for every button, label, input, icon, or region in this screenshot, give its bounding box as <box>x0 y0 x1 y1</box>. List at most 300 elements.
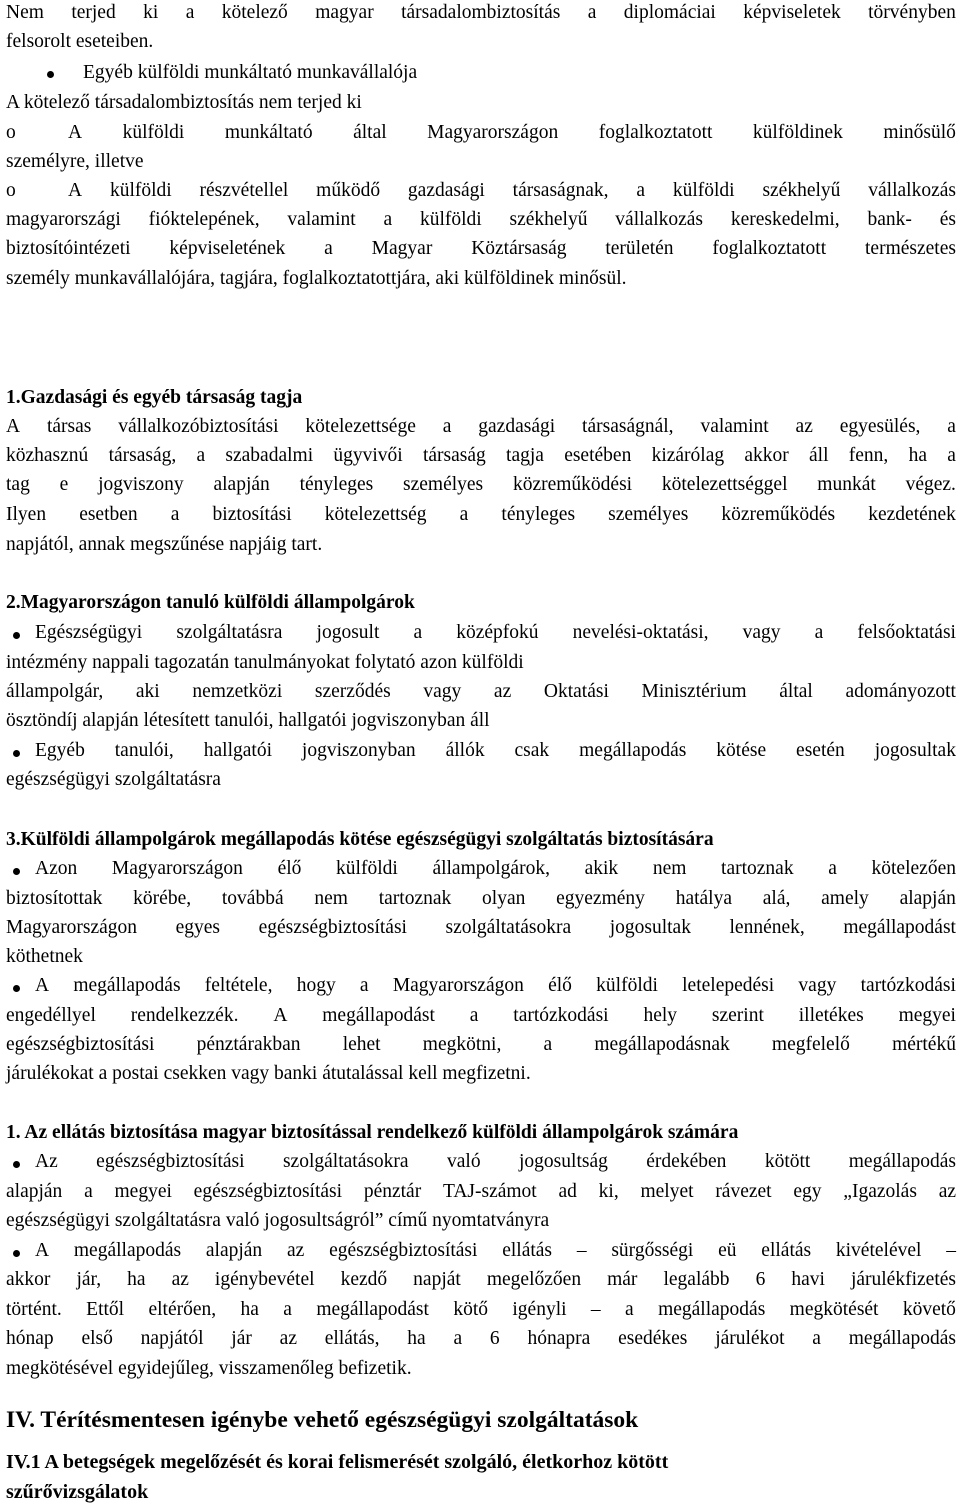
word: valamint <box>287 209 356 230</box>
bullet-text <box>35 738 956 764</box>
word: mértékű <box>892 1034 956 1055</box>
word: középfokú <box>456 622 539 643</box>
word: Egészségügyi <box>35 622 143 643</box>
section-heading: 1. Az ellátás biztosítása magyar biztosítással rendelkező külföldi állampolgárok számára <box>6 1122 739 1143</box>
text-line <box>6 0 956 26</box>
word: közreműködés <box>721 504 836 525</box>
word: akik <box>584 858 619 879</box>
word: szolgáltatásokra <box>445 917 572 938</box>
word: áll <box>809 445 829 466</box>
bullet-text <box>35 973 956 999</box>
word: csak <box>514 740 550 761</box>
word: biztosítottak <box>6 888 103 909</box>
word: területén <box>605 238 674 259</box>
word: ki <box>143 2 159 23</box>
word: a <box>828 858 837 879</box>
word: szerint <box>711 1005 764 1026</box>
word: szolgáltatásra <box>176 622 283 643</box>
word: kezdetének <box>868 504 956 525</box>
word: közhasznú <box>6 445 89 466</box>
word: kötése <box>716 740 767 761</box>
word: – <box>576 1240 587 1261</box>
word: élő <box>548 975 572 996</box>
word: működő <box>316 180 381 201</box>
word: a <box>324 238 333 259</box>
word: munkáltató <box>224 122 313 143</box>
list-marker: o <box>6 180 16 201</box>
word: vállalkozóbiztosítási <box>118 416 279 437</box>
word: körébe, <box>133 888 192 909</box>
word: megelőzően <box>486 1269 582 1290</box>
word: által <box>779 681 813 702</box>
word: biztosítási <box>212 504 292 525</box>
word: esedékes <box>618 1328 688 1349</box>
word: vállalkozás <box>868 180 956 201</box>
word: esetében <box>564 445 632 466</box>
word: – <box>590 1299 601 1320</box>
word: Nem <box>6 2 44 23</box>
word: az <box>493 681 512 702</box>
word: eü <box>718 1240 737 1261</box>
word: részvétellel <box>199 180 289 201</box>
word: nem <box>314 888 348 909</box>
word: alapján <box>205 1240 263 1261</box>
word: kivételével <box>835 1240 922 1261</box>
text-line: megkötésével egyidejűleg, visszamenőleg befizetik. <box>6 1358 412 1379</box>
word: Magyarországon <box>427 122 559 143</box>
word: feltétele, <box>204 975 273 996</box>
word: megállapodást <box>843 917 956 938</box>
word: jogviszony <box>98 474 184 495</box>
word: rávezet <box>715 1181 772 1202</box>
word: a <box>84 1181 93 1202</box>
word: az <box>286 1240 305 1261</box>
word: Magyar <box>371 238 433 259</box>
word: munkát <box>817 474 876 495</box>
word: jár, <box>76 1269 102 1290</box>
text-line <box>6 915 956 941</box>
word: állók <box>445 740 485 761</box>
word: a <box>812 1328 821 1349</box>
word: havi <box>791 1269 825 1290</box>
word: megállapodás <box>848 1328 956 1349</box>
text-line <box>6 236 956 262</box>
bullet-text <box>35 856 956 882</box>
word: jogviszonyban <box>301 740 416 761</box>
bullet-text <box>35 620 956 646</box>
word: fióktelepének, <box>148 209 260 230</box>
word: a <box>359 975 369 996</box>
word: magyar <box>315 2 374 23</box>
word: a <box>814 622 824 643</box>
word: Magyarországon <box>392 975 524 996</box>
text-line: köthetnek <box>6 946 83 967</box>
word: hónap <box>6 1328 54 1349</box>
text-line: járulékokat a postai csekken vagy banki átutalással kell megfizetni. <box>6 1063 531 1084</box>
word: Köztársaság <box>471 238 567 259</box>
word: legalább <box>663 1269 730 1290</box>
word: kötött <box>764 1151 811 1172</box>
word: esetben <box>79 504 138 525</box>
word: egészségbiztosítási <box>258 917 407 938</box>
word: a <box>587 2 597 23</box>
word: külföldi <box>109 180 172 201</box>
word: az <box>795 416 813 437</box>
word: hogy <box>296 975 336 996</box>
word: a <box>636 180 645 201</box>
word: gazdasági <box>407 180 485 201</box>
word: magyarországi <box>6 209 121 230</box>
word: Minisztérium <box>641 681 747 702</box>
word: hónapra <box>527 1328 591 1349</box>
word: továbbá <box>221 888 284 909</box>
word: felsőoktatási <box>857 622 956 643</box>
word: hallgatói <box>203 740 272 761</box>
word: nevelési-oktatási, <box>572 622 709 643</box>
word: ellátás <box>761 1240 812 1261</box>
text-line <box>6 679 956 705</box>
word: a <box>947 445 956 466</box>
word: járulékot <box>715 1328 785 1349</box>
word: Ilyen <box>6 504 47 525</box>
word: társadalombiztosítás <box>401 2 561 23</box>
word: a <box>413 622 423 643</box>
word: külföldi <box>596 975 658 996</box>
word: napját <box>413 1269 461 1290</box>
text-line: napjától, annak megszűnése napjáig tart. <box>6 534 323 555</box>
word: a <box>283 1299 292 1320</box>
word: esetén <box>796 740 845 761</box>
text-line: A kötelező társadalombiztosítás nem terjed ki <box>6 92 362 113</box>
word: állampolgár, <box>6 681 104 702</box>
word: szabadalmi <box>225 445 314 466</box>
bullet-icon <box>13 750 20 757</box>
word: ha <box>240 1299 259 1320</box>
word: 6 <box>755 1269 766 1290</box>
word: egészségbiztosítási <box>329 1240 478 1261</box>
word: járulékfizetés <box>850 1269 956 1290</box>
word: kereskedelmi, <box>730 209 840 230</box>
word: megállapodás <box>73 975 181 996</box>
word: igénybevétel <box>214 1269 315 1290</box>
word: megállapodás <box>848 1151 956 1172</box>
text-line <box>68 120 956 146</box>
word: által <box>353 122 387 143</box>
word: a <box>459 504 469 525</box>
word: gazdasági <box>478 416 556 437</box>
word: fenn, <box>848 445 889 466</box>
word: pénztár <box>363 1181 422 1202</box>
word: 6 <box>489 1328 500 1349</box>
word: ellátás <box>502 1240 553 1261</box>
chapter-heading: IV. Térítésmentesen igénybe vehető egészségügyi szolgáltatások <box>6 1407 639 1433</box>
text-line <box>68 178 956 204</box>
word: egészségbiztosítási <box>96 1151 245 1172</box>
subsection-heading: szűrővizsgálatok <box>6 1481 149 1503</box>
word: tanulói, <box>114 740 174 761</box>
word: alapján <box>6 1181 63 1202</box>
word: tagja <box>506 445 544 466</box>
word: a <box>383 209 393 230</box>
word: megállapodás <box>658 1299 766 1320</box>
text-line <box>6 1267 956 1293</box>
word: egészségbiztosítási <box>6 1034 155 1055</box>
word: társaság, <box>108 445 177 466</box>
word: – <box>946 1240 956 1261</box>
word: vagy <box>798 975 837 996</box>
word: képviseletek <box>743 2 841 23</box>
word: első <box>81 1328 113 1349</box>
subsection-heading: IV.1 A betegségek megelőzését és korai felismerését szolgáló, életkorhoz kötött <box>6 1451 669 1473</box>
word: hely <box>643 1005 678 1026</box>
word: hatálya <box>675 888 732 909</box>
text-line: intézmény nappali tagozatán tanulmányokat folytató azon külföldi <box>6 652 524 673</box>
word: A <box>68 122 83 143</box>
word: melyet <box>640 1181 694 1202</box>
word: törvényben <box>868 2 956 23</box>
word: a <box>442 416 452 437</box>
word: nemzetközi <box>192 681 283 702</box>
word: akkor <box>6 1269 51 1290</box>
word: megfelelő <box>771 1034 850 1055</box>
word: kizárólag <box>651 445 725 466</box>
word: alapján <box>899 888 956 909</box>
word: A <box>35 1240 50 1261</box>
word: történt. <box>6 1299 62 1320</box>
word: természetes <box>865 238 956 259</box>
word: ügyvivői <box>333 445 403 466</box>
word: megállapodásnak <box>594 1034 730 1055</box>
word: nem <box>652 858 687 879</box>
text-line <box>6 414 956 440</box>
bullet-text: Egyéb külföldi munkáltató munkavállalója <box>83 62 418 83</box>
word: székhelyű <box>762 180 841 201</box>
word: jogosultak <box>609 917 691 938</box>
word: egy <box>793 1181 822 1202</box>
word: valamint <box>700 416 769 437</box>
word: Oktatási <box>543 681 609 702</box>
word: külföldi <box>122 122 185 143</box>
word: a <box>453 1328 463 1349</box>
word: Magyarországon <box>111 858 243 879</box>
text-line <box>6 1032 956 1058</box>
word: rendelkezzék. <box>130 1005 239 1026</box>
word: A <box>68 180 83 201</box>
word: kötelezettsége <box>305 416 416 437</box>
text-line <box>6 1179 956 1205</box>
word: élő <box>277 858 302 879</box>
word: való <box>447 1151 481 1172</box>
bullet-icon <box>47 71 54 78</box>
word: ha <box>908 445 927 466</box>
word: e <box>59 474 69 495</box>
word: társaság <box>422 445 486 466</box>
word: érdekében <box>646 1151 727 1172</box>
word: a <box>543 1034 553 1055</box>
word: foglalkoztatott <box>598 122 713 143</box>
word: végez. <box>905 474 956 495</box>
bullet-icon <box>13 1250 20 1257</box>
word: tartózkodási <box>513 1005 609 1026</box>
word: alá, <box>762 888 791 909</box>
word: megkötését <box>789 1299 879 1320</box>
word: az <box>279 1328 297 1349</box>
text-line: felsorolt eseteiben. <box>6 31 154 52</box>
word: társaságnak, <box>512 180 609 201</box>
word: egyes <box>175 917 221 938</box>
word: megyei <box>898 1005 956 1026</box>
word: megállapodás <box>579 740 687 761</box>
word: a <box>196 445 206 466</box>
word: jár <box>231 1328 252 1349</box>
word: szerződés <box>314 681 391 702</box>
word: adományozott <box>845 681 956 702</box>
word: TAJ-számot <box>442 1181 537 1202</box>
word: megyei <box>114 1181 172 1202</box>
word: lehet <box>342 1034 381 1055</box>
text-line: egészségügyi szolgáltatásra <box>6 769 221 790</box>
word: Egyéb <box>35 740 85 761</box>
word: szolgáltatásokra <box>282 1151 409 1172</box>
word: a <box>469 1005 479 1026</box>
word: személyes <box>608 504 689 525</box>
word: megkötni, <box>422 1034 502 1055</box>
text-line: egészségügyi szolgáltatásra való jogosultságról” című nyomtatványra <box>6 1210 550 1231</box>
text-line: ösztöndíj alapján létesített tanulói, hallgatói jogviszonyban áll <box>6 710 490 731</box>
word: külföldi <box>419 209 482 230</box>
word: ha <box>127 1269 146 1290</box>
word: egyesülés, <box>839 416 921 437</box>
word: kezdő <box>340 1269 388 1290</box>
word: megállapodást <box>322 1005 435 1026</box>
word: kötő <box>453 1299 488 1320</box>
word: vagy <box>423 681 462 702</box>
word: a <box>947 416 956 437</box>
word: Ettől <box>86 1299 125 1320</box>
word: ellátás, <box>324 1328 380 1349</box>
section-heading: 1.Gazdasági és egyéb társaság tagja <box>6 387 303 408</box>
word: kötelezően <box>871 858 956 879</box>
word: jogosultság <box>519 1151 608 1172</box>
text-line <box>6 443 956 469</box>
word: biztosítóintézeti <box>6 238 131 259</box>
word: A <box>35 975 50 996</box>
word: tartoznak <box>721 858 794 879</box>
word: olyan <box>482 888 526 909</box>
text-line <box>6 1297 956 1323</box>
word: pénztárakban <box>196 1034 301 1055</box>
word: tartózkodási <box>860 975 956 996</box>
word: alapján <box>213 474 270 495</box>
word: diplomáciai <box>623 2 716 23</box>
word: bank- <box>867 209 912 230</box>
bullet-icon <box>13 868 20 875</box>
word: „Igazolás <box>843 1181 917 1202</box>
word: kötelezettség <box>324 504 427 525</box>
word: akkor <box>744 445 789 466</box>
word: A <box>6 416 21 437</box>
word: közreműködési <box>512 474 633 495</box>
word: és <box>939 209 956 230</box>
word: állampolgárok, <box>432 858 550 879</box>
word: külföldi <box>672 180 735 201</box>
word: ki, <box>598 1181 619 1202</box>
word: Magyarországon <box>6 917 138 938</box>
word: már <box>607 1269 638 1290</box>
word: az <box>938 1181 956 1202</box>
word: egyezmény <box>556 888 645 909</box>
word: jogosultak <box>874 740 956 761</box>
word: társaságnál, <box>582 416 674 437</box>
bullet-text <box>35 1238 956 1264</box>
word: vállalkozás <box>615 209 704 230</box>
word: ha <box>407 1328 426 1349</box>
word: tényleges <box>299 474 374 495</box>
word: megállapodást <box>316 1299 429 1320</box>
word: eltérően, <box>148 1299 217 1320</box>
word: vagy <box>742 622 781 643</box>
text-line: személy munkavállalójára, tagjára, foglalkoztatottjára, aki külföldinek minősül. <box>6 268 627 289</box>
word: tag <box>6 474 30 495</box>
text-line <box>6 502 956 528</box>
text-line <box>6 1003 956 1029</box>
word: kötelezettséggel <box>661 474 788 495</box>
word: A <box>273 1005 288 1026</box>
word: napjától <box>140 1328 204 1349</box>
word: igényli <box>512 1299 567 1320</box>
word: foglalkoztatott <box>712 238 827 259</box>
list-marker: o <box>6 122 16 143</box>
word: jogosult <box>316 622 380 643</box>
word: illetékes <box>798 1005 864 1026</box>
word: Azon <box>35 858 78 879</box>
text-line: személyre, illetve <box>6 151 144 172</box>
bullet-text <box>35 1149 956 1175</box>
word: követő <box>902 1299 956 1320</box>
word: székhelyű <box>509 209 588 230</box>
word: a <box>170 504 180 525</box>
word: a <box>185 2 195 23</box>
section-heading: 3.Külföldi állampolgárok megállapodás kötése egészségügyi szolgáltatás biztosítására <box>6 829 714 850</box>
word: külföldi <box>336 858 398 879</box>
text-line <box>6 207 956 233</box>
word: sürgősségi <box>611 1240 694 1261</box>
word: Az <box>35 1151 58 1172</box>
word: társas <box>46 416 92 437</box>
word: képviseletének <box>169 238 286 259</box>
word: az <box>171 1269 189 1290</box>
word: tényleges <box>501 504 576 525</box>
bullet-icon <box>13 985 20 992</box>
word: kötelező <box>221 2 288 23</box>
word: lennének, <box>729 917 805 938</box>
word: ad <box>558 1181 577 1202</box>
word: letelepedési <box>682 975 775 996</box>
section-heading: 2.Magyarországon tanuló külföldi állampolgárok <box>6 592 415 613</box>
word: terjed <box>71 2 116 23</box>
word: személyes <box>403 474 484 495</box>
word: aki <box>135 681 160 702</box>
bullet-icon <box>13 1161 20 1168</box>
word: amely <box>821 888 869 909</box>
text-line <box>6 886 956 912</box>
word: a <box>625 1299 634 1320</box>
word: minősülő <box>883 122 956 143</box>
word: külföldinek <box>752 122 843 143</box>
text-line <box>6 472 956 498</box>
text-line <box>6 1326 956 1352</box>
word: egészségbiztosítási <box>193 1181 343 1202</box>
